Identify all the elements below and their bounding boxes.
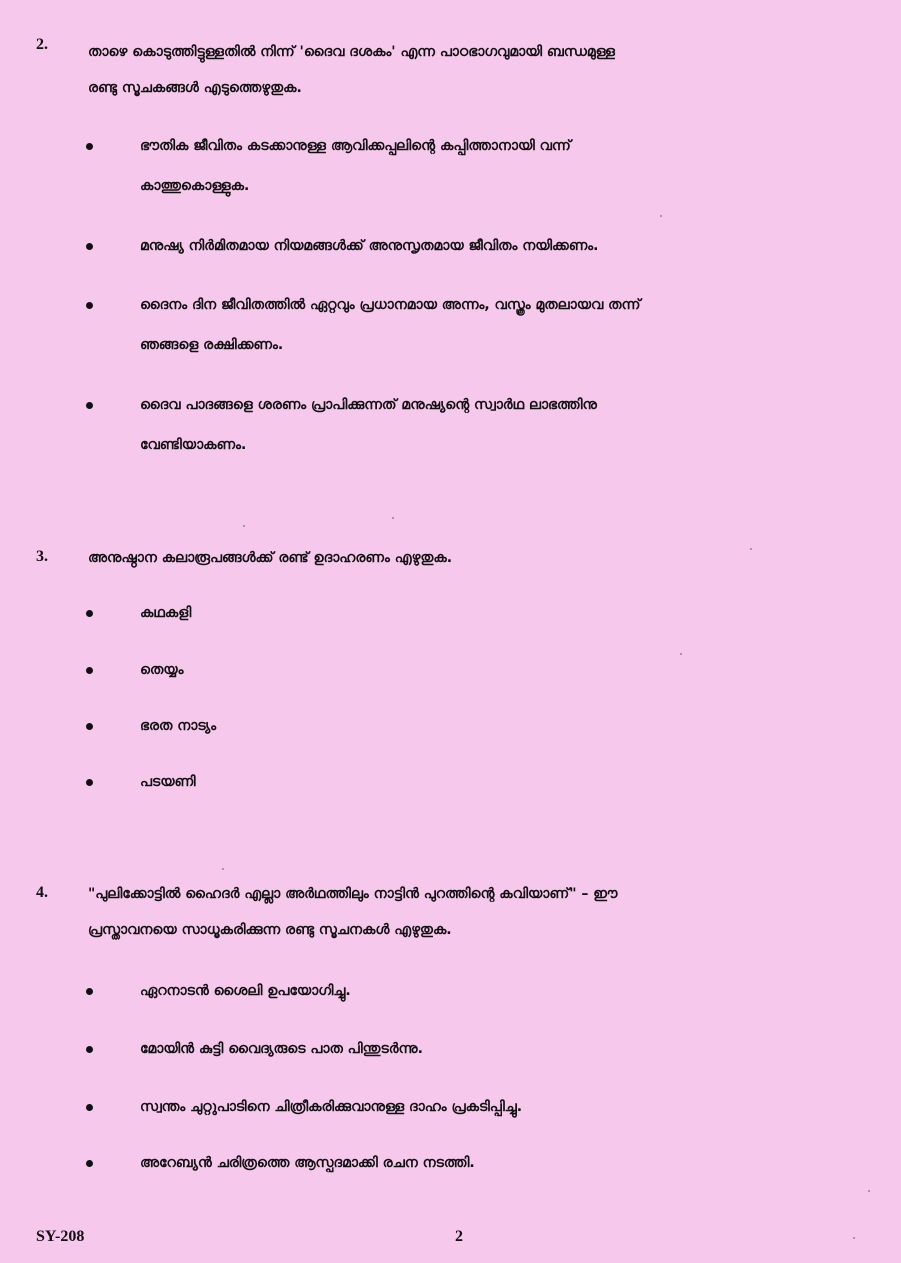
answer-text — [140, 762, 865, 802]
bullet-icon — [86, 1104, 93, 1111]
answer-line: ദൈവ പാദങ്ങളെ ശരണം പ്രാപിക്കുന്നത് മനുഷ്യന്റെ സ്വാർഥ ലാഭത്തിനു — [140, 397, 597, 413]
question-text — [88, 540, 865, 576]
answer-line: കാത്തുകൊള്ളുക. — [140, 178, 250, 194]
answer-line: ഭരത നാട്യം — [140, 718, 217, 734]
question-number: 2. — [36, 36, 48, 53]
scan-speck — [680, 653, 682, 655]
paper-code: SY-208 — [36, 1228, 85, 1245]
answer-line: ഭൗതിക ജീവിതം കടക്കാനുള്ള ആവിക്കപ്പലിന്റെ കപ്പിത്താനായി വന്ന് — [140, 138, 571, 154]
question-line: പ്രസ്താവനയെ സാധൂകരിക്കുന്ന രണ്ടു സൂചനകൾ എഴുതുക. — [88, 922, 452, 938]
bullet-icon — [86, 779, 93, 786]
answer-text — [140, 385, 865, 465]
answer-line: മോയിൻ കുട്ടി വൈദ്യരുടെ പാത പിന്തുടർന്നു. — [140, 1041, 423, 1057]
question-line: "പുലിക്കോട്ടിൽ ഹൈദർ എല്ലാ അർഥത്തിലും നാട്ടിൻ പുറത്തിന്റെ കവിയാണ്" – ഈ — [88, 886, 618, 902]
bullet-icon — [86, 667, 93, 674]
bullet-icon — [86, 723, 93, 730]
answer-text — [140, 285, 865, 365]
question-number: 3. — [36, 548, 48, 565]
scan-speck — [853, 1237, 855, 1239]
scan-speck — [392, 517, 394, 519]
bullet-icon — [86, 143, 93, 150]
answer-line: ദൈനം ദിന ജീവിതത്തിൽ ഏറ്റവും പ്രധാനമായ അന്നം, വസ്ത്രം മുതലായവ തന്ന് — [140, 297, 641, 313]
scan-speck — [660, 215, 662, 217]
answer-text — [140, 126, 865, 206]
scan-speck — [868, 1190, 870, 1192]
bullet-icon — [86, 1046, 93, 1053]
scan-speck — [243, 525, 245, 527]
question-number: 4. — [36, 884, 48, 901]
answer-text — [140, 226, 865, 266]
answer-text — [140, 971, 865, 1011]
question-text — [88, 34, 865, 106]
question-text — [88, 876, 865, 948]
bullet-icon — [86, 988, 93, 995]
bullet-icon — [86, 302, 93, 309]
answer-line: തെയ്യം — [140, 662, 184, 678]
answer-text — [140, 650, 865, 690]
question-line: രണ്ടു സൂചകങ്ങൾ എടുത്തെഴുതുക. — [88, 80, 302, 96]
answer-line: കഥകളി — [140, 605, 192, 621]
answer-text — [140, 1029, 865, 1069]
scan-speck — [222, 868, 224, 870]
answer-line: ഞങ്ങളെ രക്ഷിക്കണം. — [140, 337, 284, 353]
bullet-icon — [86, 1160, 93, 1167]
answer-text — [140, 593, 865, 633]
answer-line: സ്വന്തം ചുറ്റുപാടിനെ ചിത്രീകരിക്കുവാനുള്ള ദാഹം പ്രകടിപ്പിച്ചു. — [140, 1099, 523, 1115]
answer-line: ഏറനാടൻ ശൈലി ഉപയോഗിച്ചു. — [140, 983, 351, 999]
question-line: താഴെ കൊടുത്തിട്ടുള്ളതിൽ നിന്ന് 'ദൈവ ദശകം' എന്ന പാഠഭാഗവുമായി ബന്ധമുള്ള — [88, 44, 615, 60]
bullet-icon — [86, 402, 93, 409]
answer-line: പടയണി — [140, 774, 196, 790]
answer-line: വേണ്ടിയാകണം. — [140, 437, 247, 453]
answer-text — [140, 1143, 865, 1183]
bullet-icon — [86, 610, 93, 617]
page-number: 2 — [455, 1228, 463, 1245]
answer-line: മനുഷ്യ നിർമിതമായ നിയമങ്ങൾക്ക് അനുസൃതമായ ജീവിതം നയിക്കണം. — [140, 238, 599, 254]
answer-line: അറേബ്യൻ ചരിത്രത്തെ ആസ്പദമാക്കി രചന നടത്തി. — [140, 1155, 475, 1171]
answer-text — [140, 1087, 865, 1127]
bullet-icon — [86, 243, 93, 250]
answer-text — [140, 706, 865, 746]
question-line: അനുഷ്ഠാന കലാരൂപങ്ങൾക്ക് രണ്ട് ഉദാഹരണം എഴുതുക. — [88, 550, 453, 566]
scan-speck — [750, 548, 752, 550]
